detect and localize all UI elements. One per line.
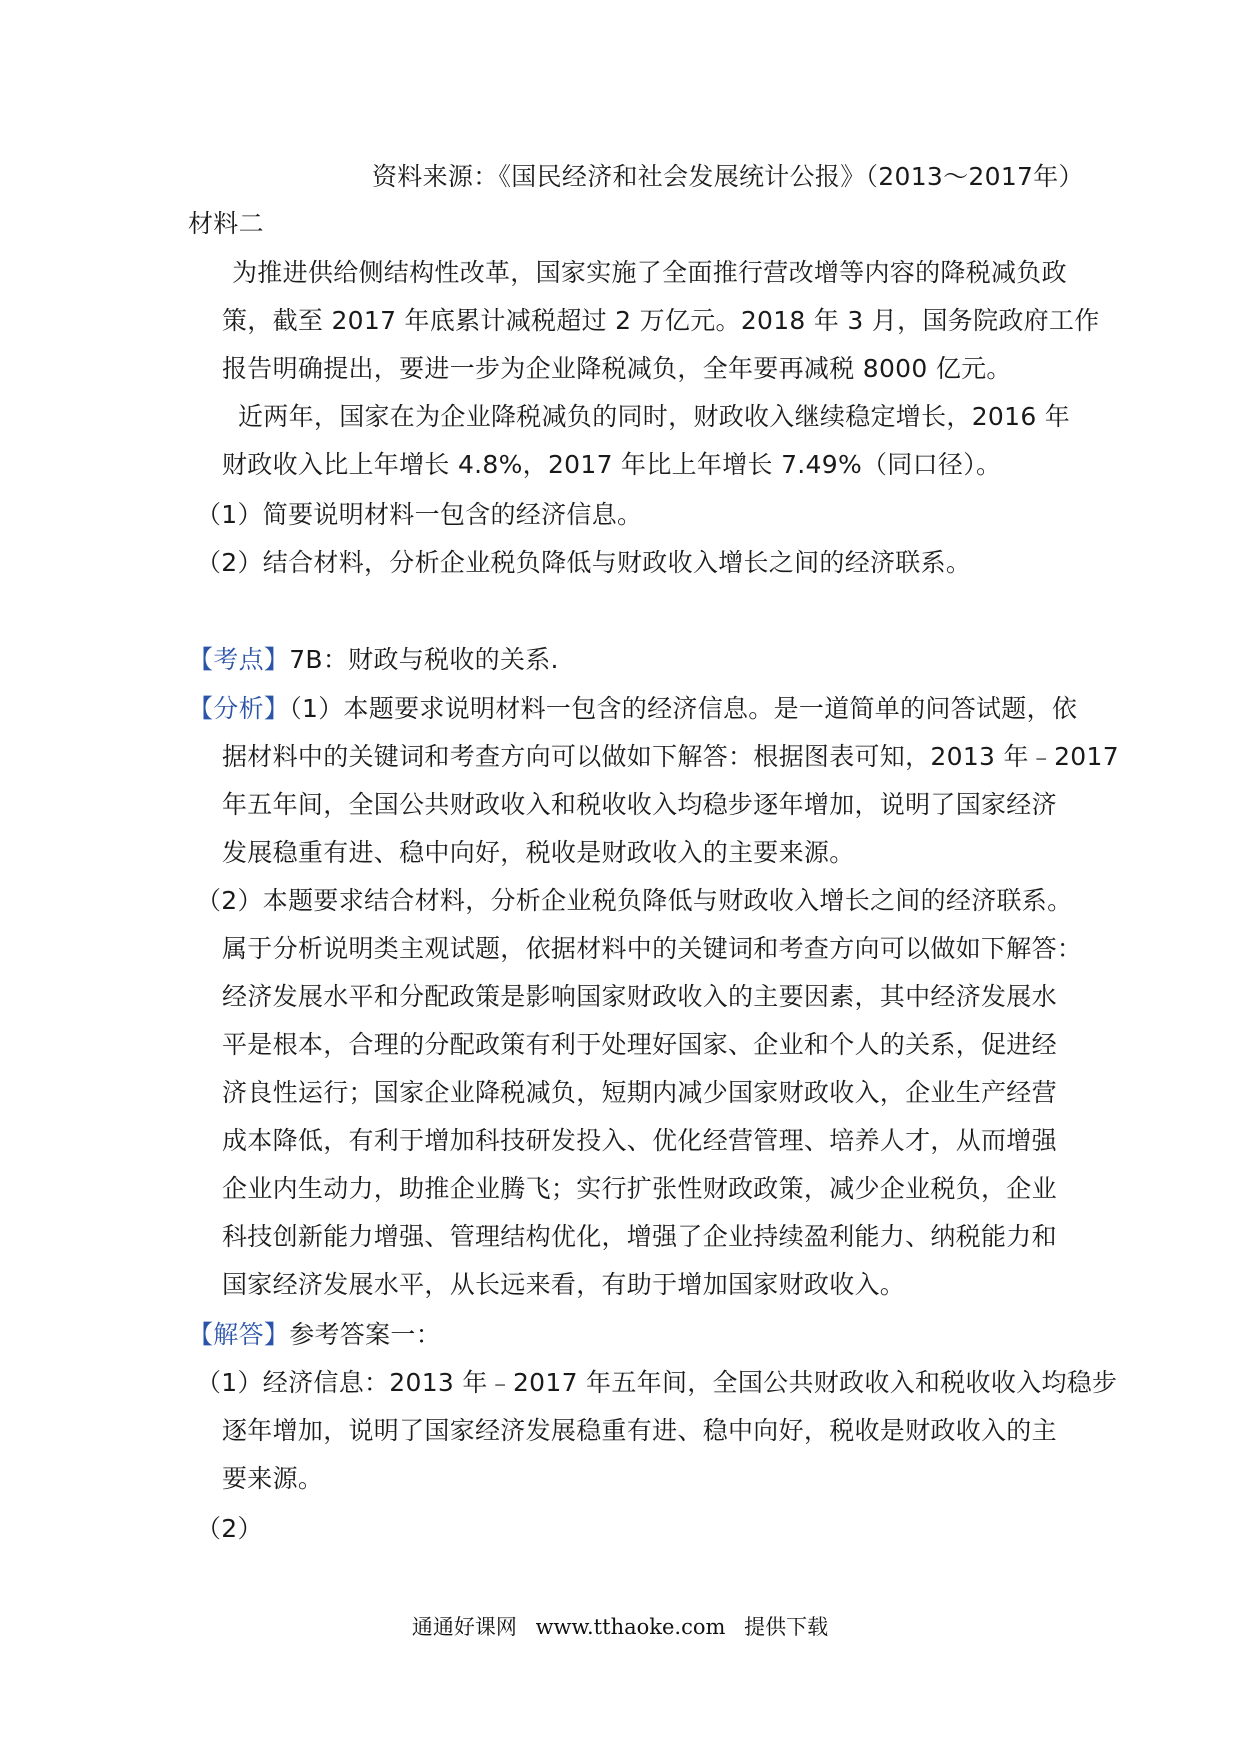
material2-p1-line2: 策，截至 2017 年底累计减税超过 2 万亿元。2018 年 3 月，国务院政府工作 (222, 306, 1100, 335)
jieda-text: 参考答案一： (289, 1320, 442, 1349)
footer-url-link[interactable]: www.tthaoke.com (535, 1615, 726, 1639)
question-2: （2）结合材料，分析企业税负降低与财政收入增长之间的经济联系。 (196, 548, 972, 577)
fenxi-p2-line5: 济良性运行；国家企业降税减负，短期内减少国家财政收入，企业生产经营 (222, 1078, 1057, 1107)
kaodian-text: 7B：财政与税收的关系. (289, 645, 559, 674)
fenxi-line2: 据材料中的关键词和考查方向可以做如下解答：根据图表可知，2013 年﹣2017 (222, 742, 1119, 771)
fenxi-tag: 【分析】 (188, 694, 290, 723)
fenxi-line1: （1）本题要求说明材料一包含的经济信息。是一道简单的问答试题，依 (289, 694, 1078, 723)
fenxi-row (188, 692, 1077, 726)
material2-p1-line1: 为推进供给侧结构性改革，国家实施了全面推行营改增等内容的降税减负政 (232, 258, 1067, 287)
source-note: 资料来源：《国民经济和社会发展统计公报》（2013～2017年） (372, 162, 1084, 191)
material2-heading: 材料二 (188, 209, 264, 238)
footer-site-name: 通通好课网 (411, 1615, 517, 1639)
answer1-line3: 要来源。 (222, 1464, 324, 1493)
fenxi-p2-line3: 经济发展水平和分配政策是影响国家财政收入的主要因素，其中经济发展水 (222, 982, 1057, 1011)
fenxi-p2-line6: 成本降低，有利于增加科技研发投入、优化经营管理、培养人才，从而增强 (222, 1126, 1057, 1155)
fenxi-p2-line1: （2）本题要求结合材料，分析企业税负降低与财政收入增长之间的经济联系。 (196, 886, 1073, 915)
material2-p2-line1: 近两年，国家在为企业降税减负的同时，财政收入继续稳定增长，2016 年 (238, 402, 1071, 431)
material2-p2-line2: 财政收入比上年增长 4.8%，2017 年比上年增长 7.49%（同口径）。 (222, 450, 1002, 479)
answer2-label: （2） (196, 1514, 263, 1543)
fenxi-p2-line4: 平是根本，合理的分配政策有利于处理好国家、企业和个人的关系，促进经 (222, 1030, 1057, 1059)
fenxi-p2-line2: 属于分析说明类主观试题，依据材料中的关键词和考查方向可以做如下解答： (222, 934, 1083, 963)
fenxi-line4: 发展稳重有进、稳中向好，税收是财政收入的主要来源。 (222, 838, 855, 867)
kaodian-row (188, 643, 559, 677)
answer1-line1: （1）经济信息：2013 年﹣2017 年五年间，全国公共财政收入和税收收入均稳步 (196, 1368, 1118, 1397)
answer1-line2: 逐年增加，说明了国家经济发展稳重有进、稳中向好，税收是财政收入的主 (222, 1416, 1057, 1445)
material2-p1-line3: 报告明确提出，要进一步为企业降税减负，全年要再减税 8000 亿元。 (222, 354, 1012, 383)
fenxi-p2-line7: 企业内生动力，助推企业腾飞；实行扩张性财政政策，减少企业税负，企业 (222, 1174, 1057, 1203)
footer-suffix: 提供下载 (744, 1615, 829, 1639)
page-footer (0, 1612, 1240, 1642)
kaodian-tag: 【考点】 (188, 645, 290, 674)
question-1: （1）简要说明材料一包含的经济信息。 (196, 500, 643, 529)
jieda-tag: 【解答】 (188, 1320, 290, 1349)
fenxi-p2-line8: 科技创新能力增强、管理结构优化，增强了企业持续盈利能力、纳税能力和 (222, 1222, 1057, 1251)
jieda-row (188, 1318, 441, 1352)
fenxi-line3: 年五年间，全国公共财政收入和税收收入均稳步逐年增加，说明了国家经济 (222, 790, 1057, 819)
fenxi-p2-line9: 国家经济发展水平，从长远来看，有助于增加国家财政收入。 (222, 1270, 906, 1299)
